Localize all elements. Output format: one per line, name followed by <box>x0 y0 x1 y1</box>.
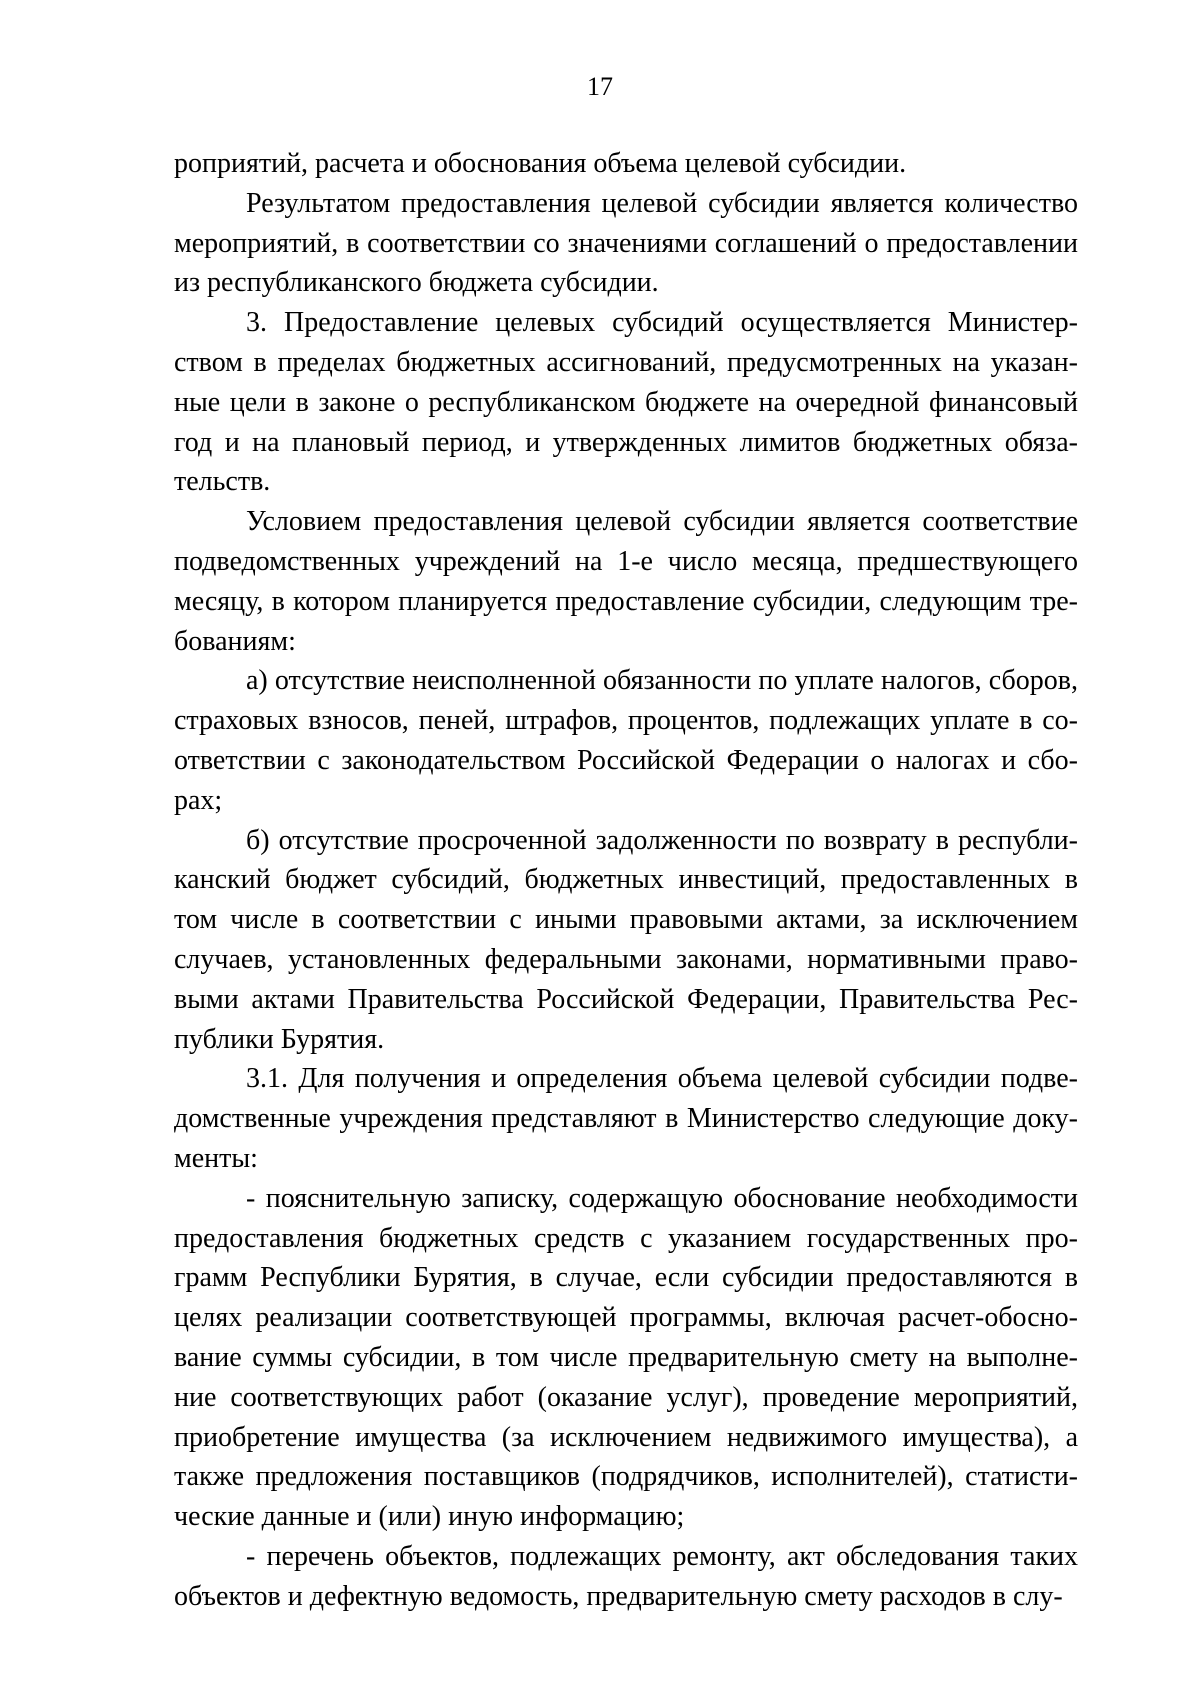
paragraph-doc-note: - пояснительную записку, содержащую обоснование необходимости предоставления бюджетных средств с указанием государственных программ Республики Бурятия, в случае, если субсидии предоставляются в целях реализации соответствующей программы, включая расчет-обоснование суммы субсидии, в том числе предварительную смету на выполнение соответствующих работ (оказание услуг), проведение мероприятий, приобретение имущества (за исключением недвижимого имущества), а также предложения поставщиков (подрядчиков, исполнителей), статистические данные и (или) иную информацию; <box>174 1182 1078 1533</box>
paragraph-item-a: а) отсутствие неисполненной обязанности по уплате налогов, сборов, страховых взносов, пеней, штрафов, процентов, подлежащих уплате в соответствии с законодательством Российской Федерации о налогах и сборах; <box>174 665 1078 816</box>
paragraph-condition: Условием предоставления целевой субсидии является соответствие подведомственных учреждений на 1-е число месяца, предшествующего месяцу, в котором планируется предоставление субсидии, следующим требованиям: <box>174 506 1078 657</box>
paragraph-item-3: 3. Предоставление целевых субсидий осуществляется Министерством в пределах бюджетных ассигнований, предусмотренных на указанные цели в законе о республиканском бюджете на очередной финансовый год и на плановый период, и утвержденных лимитов бюджетных обязательств. <box>174 307 1078 498</box>
paragraph-item-3-1: 3.1. Для получения и определения объема целевой субсидии подведомственные учреждения представляют в Министерство следующие документы: <box>174 1063 1078 1174</box>
paragraph-continuation: роприятий, расчета и обоснования объема целевой субсидии. <box>174 148 907 179</box>
paragraph-result: Результатом предоставления целевой субсидии является количество мероприятий, в соответствии со значениями соглашений о предоставлении из республиканского бюджета субсидии. <box>174 187 1078 299</box>
paragraph-doc-list: - перечень объектов, подлежащих ремонту, акт обследования таких объектов и дефектную ведомость, предварительную смету расходов в слу- <box>174 1540 1078 1612</box>
body-text <box>174 144 1078 1616</box>
page-number: 17 <box>587 72 613 101</box>
paragraph-item-b: б) отсутствие просроченной задолженности по возврату в республиканский бюджет субсидий, бюджетных инвестиций, предоставленных в том числе в соответствии с иными правовыми актами, за исключением случаев, установленных федеральными законами, нормативными правовыми актами Правительства Российской Федерации, Правительства Республики Бурятия. <box>174 824 1078 1055</box>
